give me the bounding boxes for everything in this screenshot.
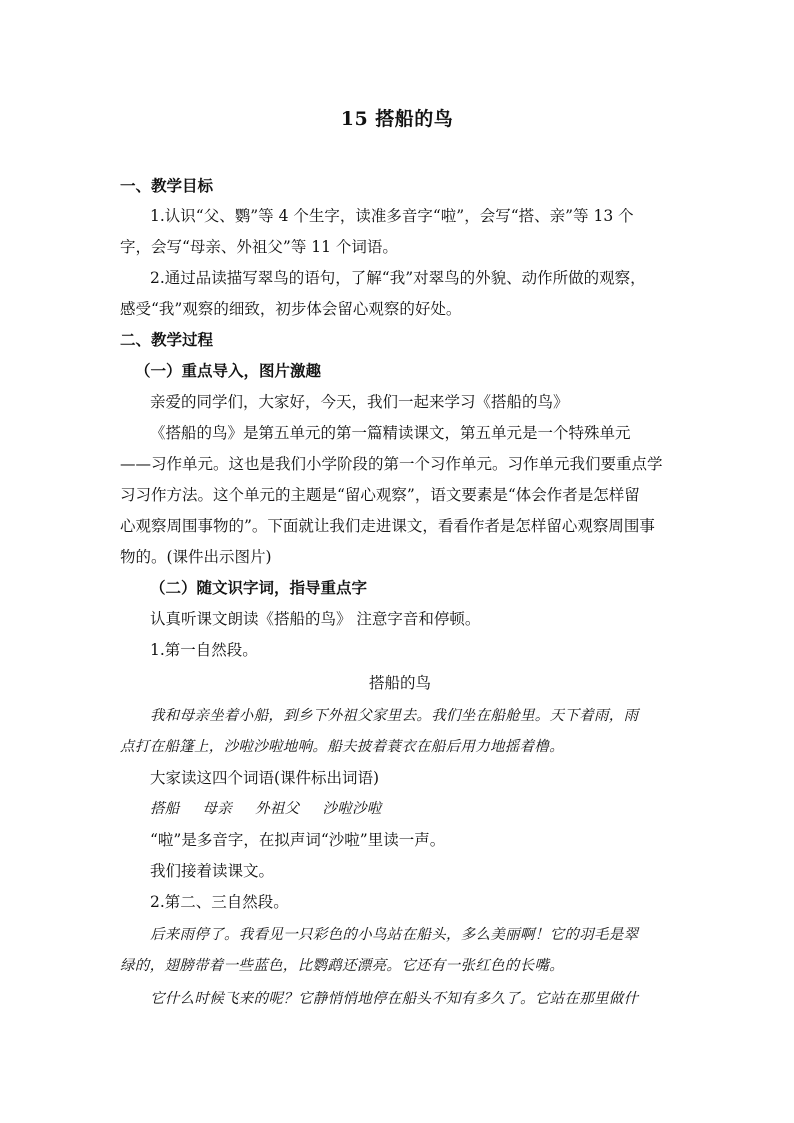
paragraph-listen: 认真听课文朗读《搭船的鸟》 注意字音和停顿。 bbox=[150, 610, 481, 628]
word-item: 搭船 bbox=[150, 801, 180, 817]
text2-line1: 后来雨停了。我看见一只彩色的小鸟站在船头，多么美丽啊！它的羽毛是翠 bbox=[150, 927, 639, 943]
process-heading: 二、教学过程 bbox=[120, 330, 214, 349]
text3-line1: 它什么时候飞来的呢？它静悄悄地停在船头不知有多久了。它站在那里做什 bbox=[150, 991, 639, 1007]
word-list bbox=[150, 798, 680, 820]
paragraph-unit-line1: 《搭船的鸟》是第五单元的第一篇精读课文，第五单元是一个特殊单元 bbox=[150, 424, 631, 442]
paragraph-section2: 2.第二、三自然段。 bbox=[150, 893, 289, 911]
document-title: 15 搭船的鸟 bbox=[340, 108, 454, 130]
word-item: 沙啦沙啦 bbox=[322, 801, 382, 817]
paragraph-unit-line4: 心观察周围事物的”。下面就让我们走进课文，看看作者是怎样留心观察周围事 bbox=[120, 517, 655, 535]
goal2-line1: 2.通过品读描写翠鸟的语句，了解“我”对翠鸟的外貌、动作所做的观察， bbox=[150, 269, 646, 287]
paragraph-section1: 1.第一自然段。 bbox=[150, 641, 258, 659]
word-item: 外祖父 bbox=[255, 801, 300, 817]
goal2-line2: 感受“我”观察的细致，初步体会留心观察的好处。 bbox=[120, 300, 462, 318]
text1-line2: 点打在船篷上，沙啦沙啦地响。船夫披着蓑衣在船后用力地摇着橹。 bbox=[120, 739, 564, 755]
paragraph-unit-line5: 物的。(课件出示图片) bbox=[120, 548, 272, 566]
paragraph-intro: 亲爱的同学们，大家好，今天，我们一起来学习《搭船的鸟》 bbox=[150, 393, 569, 411]
step2-heading: （二）随文识字词，指导重点字 bbox=[150, 578, 368, 597]
goal1-line1: 1.认识“父、鹦”等 4 个生字，读准多音字“啦”，会写“搭、亲”等 13 个 bbox=[150, 207, 634, 225]
text-title: 搭船的鸟 bbox=[368, 674, 431, 692]
paragraph-continue: 我们接着读课文。 bbox=[150, 862, 275, 880]
text1-line1: 我和母亲坐着小船，到乡下外祖父家里去。我们坐在船舱里。天下着雨，雨 bbox=[150, 708, 639, 724]
goals-heading: 一、教学目标 bbox=[120, 176, 214, 195]
text2-line2: 绿的，翅膀带着一些蓝色，比鹦鹉还漂亮。它还有一张红色的长嘴。 bbox=[120, 958, 564, 974]
paragraph-unit-line2: ——习作单元。这也是我们小学阶段的第一个习作单元。习作单元我们要重点学 bbox=[120, 455, 663, 473]
paragraph-unit-line3: 习习作方法。这个单元的主题是“留心观察”，语文要素是“体会作者是怎样留 bbox=[120, 486, 640, 504]
step1-heading: （一）重点导入，图片激趣 bbox=[135, 361, 322, 380]
paragraph-words: 大家读这四个词语(课件标出词语) bbox=[150, 769, 380, 787]
paragraph-polyphone: “啦”是多音字，在拟声词“沙啦”里读一声。 bbox=[150, 831, 446, 849]
goal1-line2: 字，会写“母亲、外祖父”等 11 个词语。 bbox=[120, 238, 398, 256]
word-item: 母亲 bbox=[202, 801, 233, 817]
